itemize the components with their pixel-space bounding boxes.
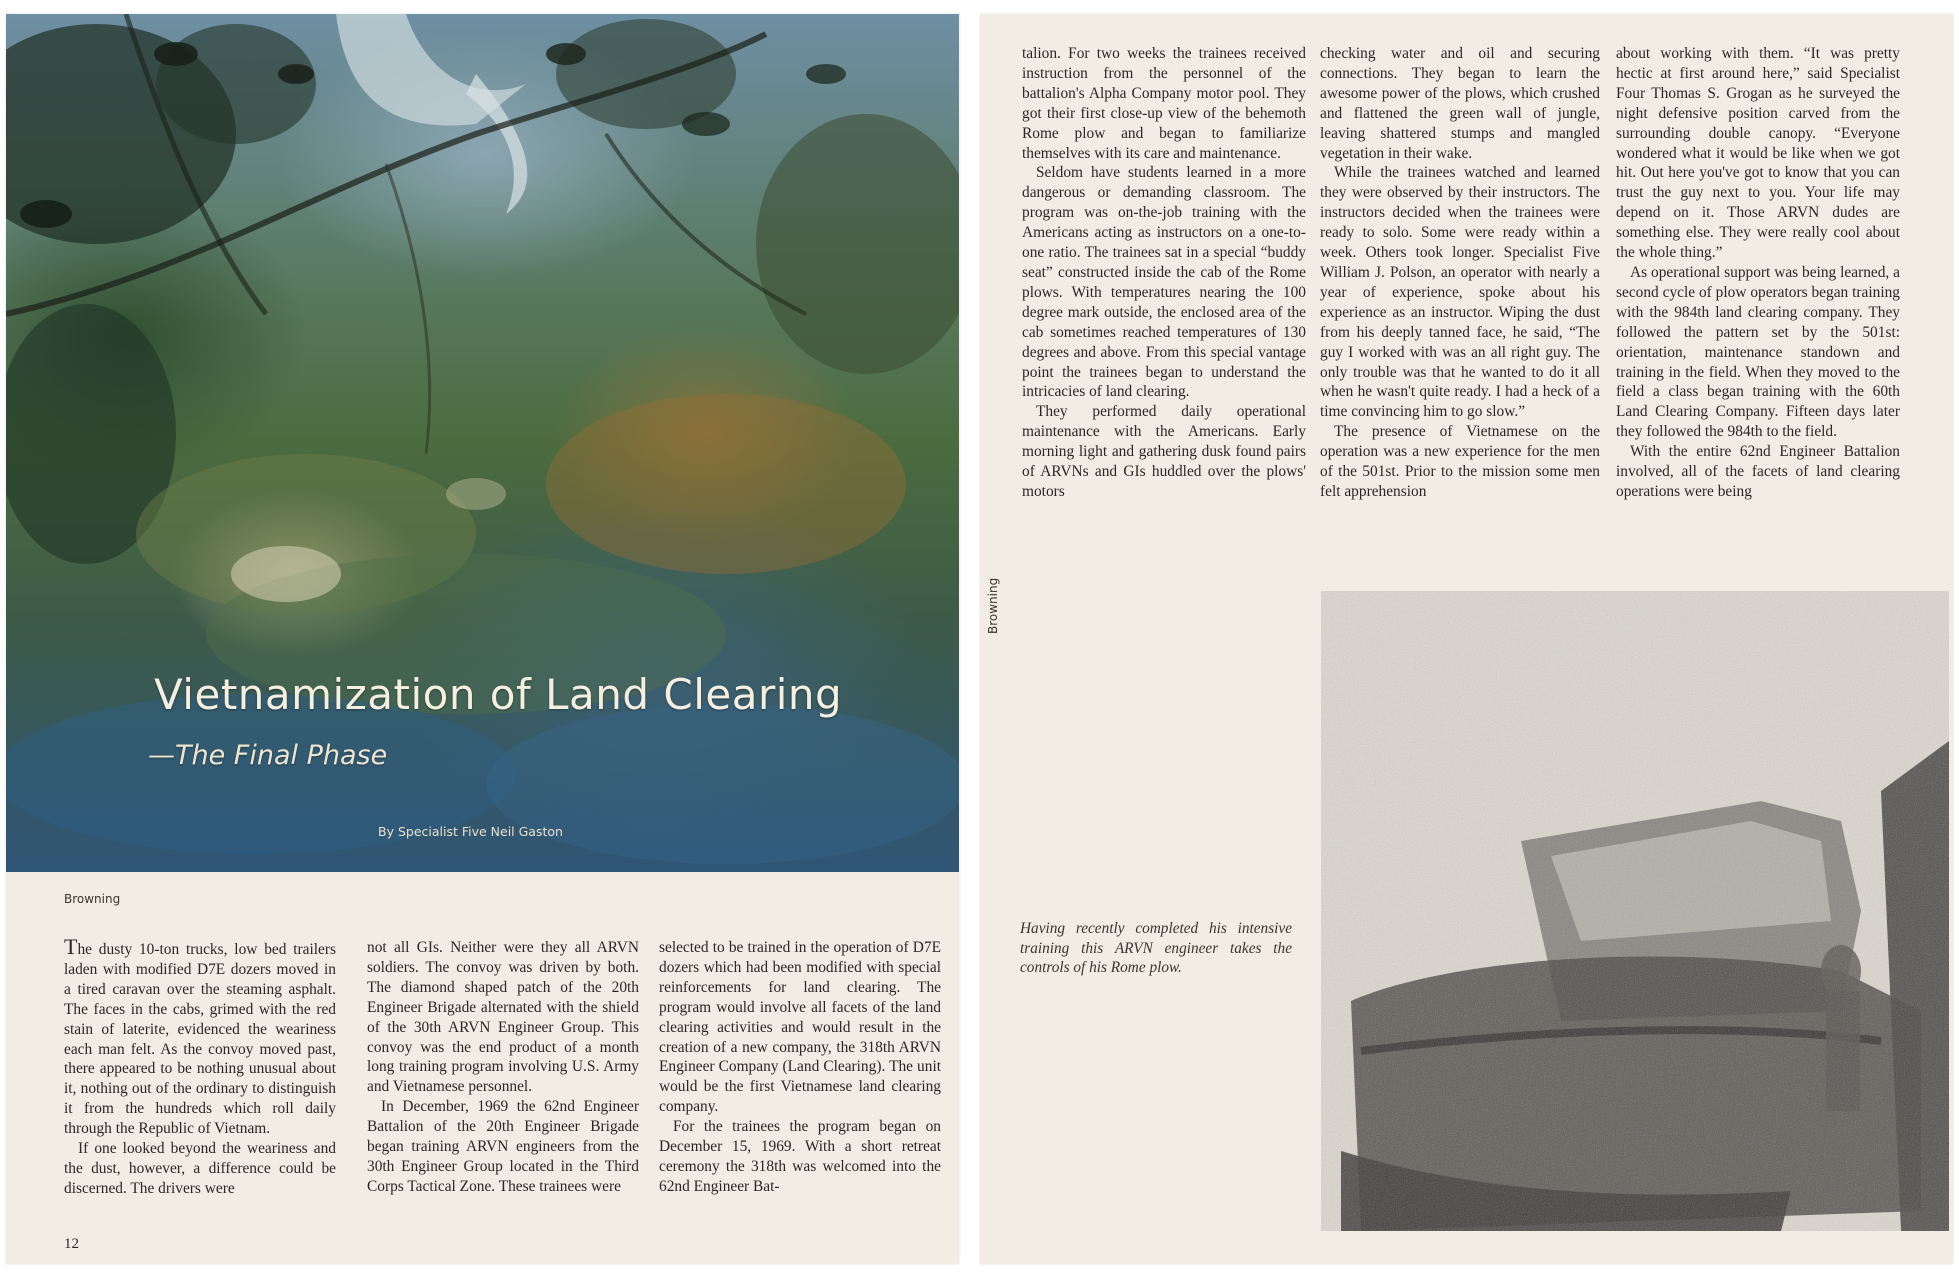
article-subtitle: —The Final Phase (148, 740, 388, 771)
paragraph: about working with them. “It was pretty hectic at first around here,” said Specialist Four Thomas S. Grogan as he surveyed the night defensive position carved from the surrounding double canopy. “Everyone wondered what it would be like when we got hit. Out here you've got to know that you can trust the guy next to you. Your life may depend on it. Those ARVN dudes are something else. They were really cool about the whole thing.” (1616, 45, 1900, 262)
text-column-3 (659, 938, 941, 1197)
paragraph: As operational support was being learned, a second cycle of plow operators began training with the 984th land clearing company. They followed the pattern set by the 501st: orientation, maintenance standown and training in the field. When they moved to the field a class began training with the 60th Land Clearing Company. Fifteen days later they followed the 984th to the field. (1616, 263, 1900, 441)
left-page (6, 14, 959, 1264)
paragraph: talion. For two weeks the trainees received instruction from the personnel of the battalion's Alpha Company motor pool. They got their first close-up view of the behemoth Rome plow and began to familiarize themselves with its care and maintenance. (1022, 45, 1306, 162)
photo-credit: Browning (986, 577, 1000, 634)
text-column-4 (1022, 44, 1306, 502)
paragraph: They performed daily operational maintenance with the Americans. Early morning light and gathering dusk found pairs of ARVNs and GIs huddled over the plows' motors (1022, 403, 1306, 500)
paragraph (64, 934, 336, 1139)
text-column-6 (1616, 44, 1900, 502)
paragraph: Seldom have students learned in a more dangerous or demanding classroom. The program was on-the-job training with the Americans acting as instructors on a one-to-one ratio. The trainees sat in a special “buddy seat” constructed inside the cab of the Rome plows. With temperatures nearing the 100 degree mark outside, the enclosed area of the cab sometimes reached temperatures of 130 degrees and above. From this special vantage point the trainees began to understand the intricacies of land clearing. (1022, 164, 1306, 401)
paragraph: While the trainees watched and learned they were observed by their instructors. The instructors decided when the trainees were ready to solo. Some were ready within a week. Others took longer. Specialist Five William J. Polson, an operator with nearly a year of experience, spoke about his experience as an instructor. Wiping the dust from his deeply tanned face, he said, “The guy I worked with was an all right guy. The only trouble was that he wanted to do it all when he wasn't quite ready. I had a heck of a time convincing him to go slow.” (1320, 164, 1600, 421)
text-column-5 (1320, 44, 1600, 502)
photo-credit: Browning (64, 892, 121, 906)
paragraph: selected to be trained in the operation of D7E dozers which had been modified with special reinforcements for land clearing. The program would involve all facets of the land clearing activities and would result in the creation of a new company, the 318th ARVN Engineer Company (Land Clearing). The unit would be the first Vietnamese land clearing company. (659, 939, 941, 1116)
text-column-2 (367, 938, 639, 1197)
page-number: 12 (64, 1236, 79, 1252)
paragraph: The presence of Vietnamese on the operation was a new experience for the men of the 501st. Prior to the mission some men felt apprehension (1320, 423, 1600, 500)
paragraph-text: he dusty 10-ton trucks, low bed trailers laden with modified D7E dozers moved in a tired caravan over the steaming asphalt. The faces in the cabs, grimed with the red stain of laterite, evidenced the weariness each man felt. As the convoy moved past, there appeared to be nothing unusual about it, nothing out of the ordinary to distinguish it from the hundreds which roll daily through the Republic of Vietnam. (64, 941, 336, 1138)
article-byline: By Specialist Five Neil Gaston (378, 824, 563, 839)
paragraph: If one looked beyond the weariness and the dust, however, a difference could be discerned. The drivers were (64, 1140, 336, 1197)
paragraph: For the trainees the program began on December 15, 1969. With a short retreat ceremony the 318th was welcomed into the 62nd Engineer Bat- (659, 1118, 941, 1195)
photo-caption: Having recently completed his intensive training this ARVN engineer takes the controls of his Rome plow. (1020, 920, 1292, 976)
drop-cap: T (64, 934, 78, 959)
paragraph: checking water and oil and securing connections. They began to learn the awesome power of the plows, which crushed and flattened the green wall of jungle, leaving shattered stumps and mangled vegetation in their wake. (1320, 45, 1600, 162)
article-title: Vietnamization of Land Clearing (154, 670, 843, 719)
paragraph: With the entire 62nd Engineer Battalion involved, all of the facets of land clearing operations were being (1616, 443, 1900, 500)
right-page (980, 14, 1953, 1264)
hero-photo (6, 14, 959, 872)
paragraph: In December, 1969 the 62nd Engineer Battalion of the 20th Engineer Brigade began training ARVN engineers from the 30th Engineer Group located in the Third Corps Tactical Zone. These trainees were (367, 1098, 639, 1195)
rome-plow-photo-illustration (1321, 591, 1949, 1231)
text-column-1 (64, 934, 336, 1199)
rome-plow-photo (1321, 591, 1949, 1231)
paragraph: not all GIs. Neither were they all ARVN soldiers. The convoy was driven by both. The diamond shaped patch of the 20th Engineer Brigade alternated with the shield of the 30th ARVN Engineer Group. This convoy was the end product of a month long training program involving U.S. Army and Vietnamese personnel. (367, 939, 639, 1096)
